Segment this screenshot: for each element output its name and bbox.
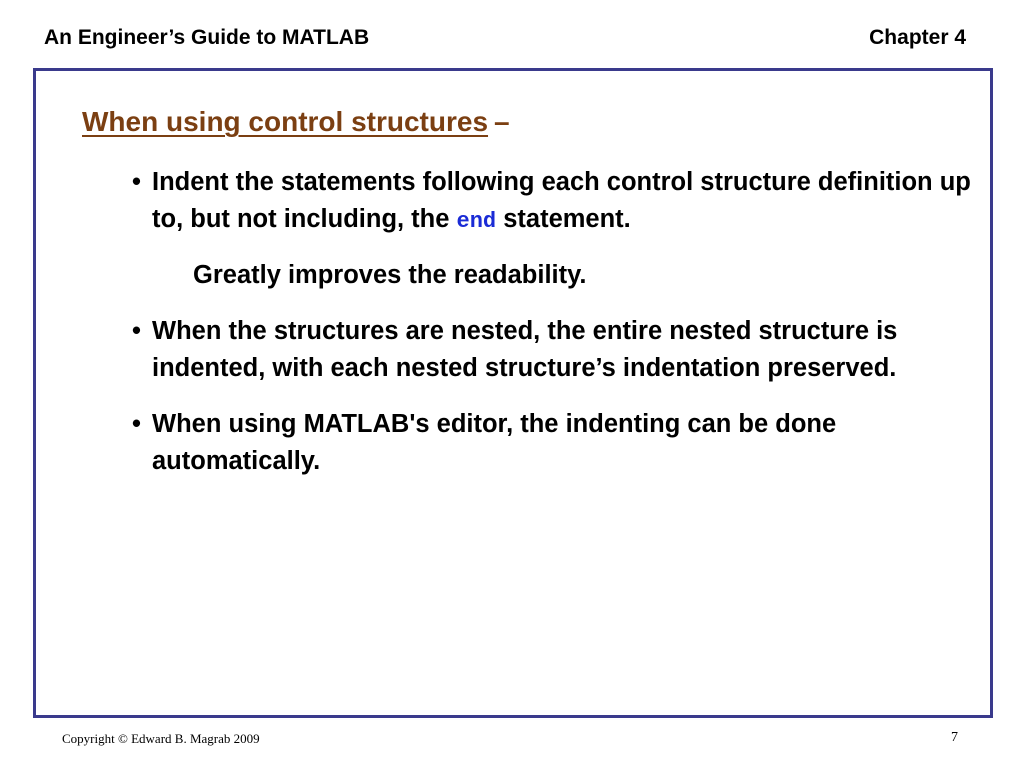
bullet-text-after: statement. <box>496 205 631 233</box>
copyright-notice: Copyright © Edward B. Magrab 2009 <box>62 731 260 746</box>
bullet-item-editor: • When using MATLAB's editor, the indenting can be done automatically. <box>131 406 981 480</box>
heading-dash: – <box>494 106 510 137</box>
heading-link[interactable]: When using control structures <box>82 106 489 137</box>
bullet-item-indent <box>131 164 981 240</box>
slide-content-frame <box>33 68 993 718</box>
chapter-label: Chapter 4 <box>869 26 966 49</box>
slide-header <box>0 0 1024 60</box>
readability-note: Greatly improves the readability. <box>193 261 587 289</box>
book-title: An Engineer’s Guide to MATLAB <box>44 26 370 49</box>
bullet-item-nested: • When the structures are nested, the entire nested structure is indented, with each nested structure’s indentation preserved. <box>131 313 981 387</box>
bullet-list <box>131 164 981 499</box>
slide-heading <box>82 106 510 138</box>
end-keyword: end <box>456 209 497 234</box>
bullet-text-before: Indent the statements following each control structure definition up to, but not including, the <box>152 168 971 233</box>
page-number: 7 <box>951 730 958 745</box>
